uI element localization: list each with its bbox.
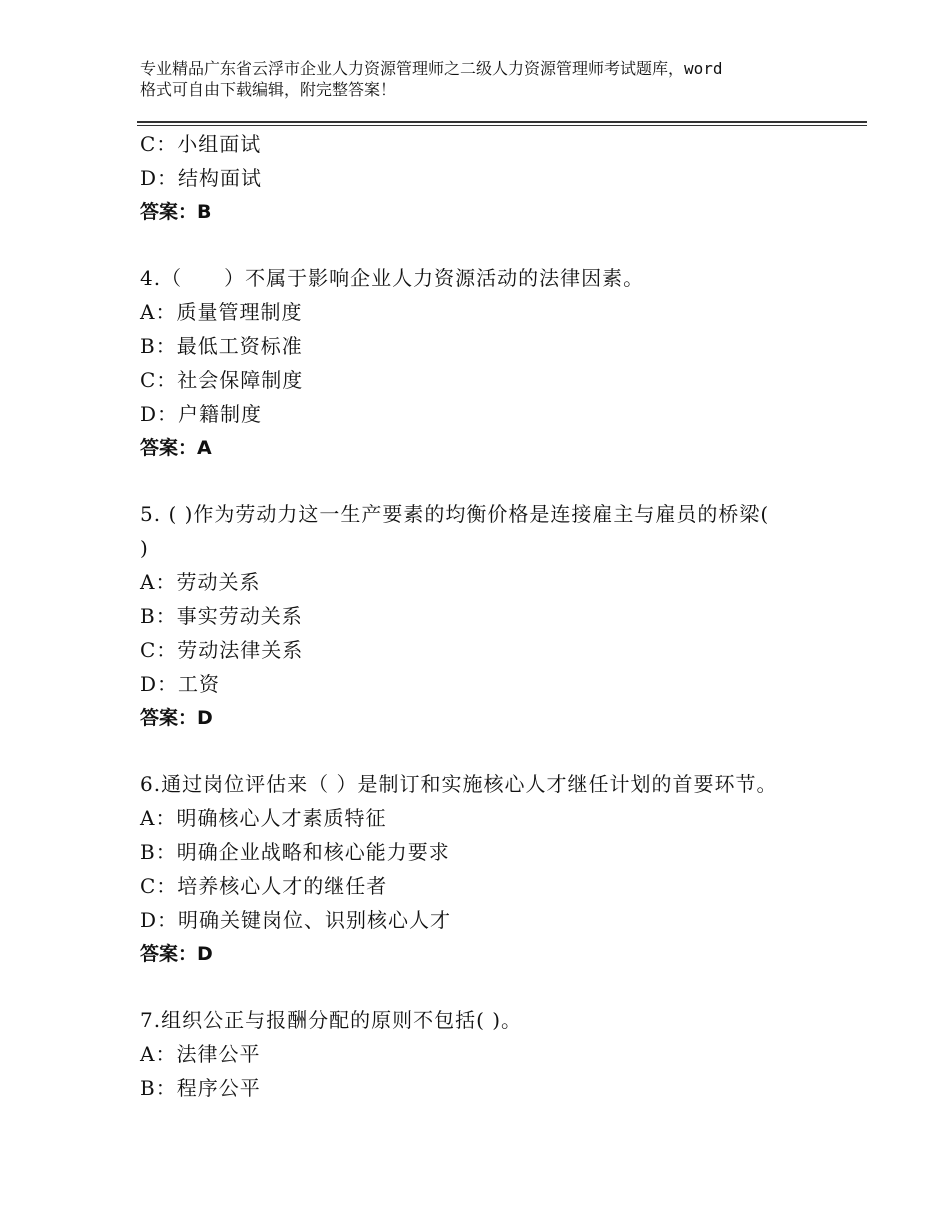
header-rule-thick bbox=[137, 121, 867, 123]
answer: 答案：A bbox=[140, 437, 212, 459]
document-header bbox=[140, 58, 830, 100]
question-6 bbox=[140, 767, 840, 971]
option-d: D：结构面试 bbox=[140, 166, 263, 190]
question-7 bbox=[140, 1003, 840, 1105]
option-a: A：劳动关系 bbox=[140, 570, 261, 594]
spacer bbox=[140, 229, 840, 261]
header-rule-thin bbox=[137, 125, 867, 126]
option-d: D：工资 bbox=[140, 672, 221, 696]
spacer bbox=[140, 971, 840, 1003]
spacer bbox=[140, 735, 840, 767]
question-5 bbox=[140, 497, 840, 735]
spacer bbox=[140, 465, 840, 497]
option-b: B：最低工资标准 bbox=[140, 334, 303, 358]
answer: 答案：D bbox=[140, 943, 213, 965]
option-b: B：明确企业战略和核心能力要求 bbox=[140, 840, 450, 864]
option-c: C：劳动法律关系 bbox=[140, 638, 304, 662]
option-c: C：社会保障制度 bbox=[140, 368, 304, 392]
header-line-1: 专业精品广东省云浮市企业人力资源管理师之二级人力资源管理师考试题库，word bbox=[140, 59, 723, 78]
option-c: C：培养核心人才的继任者 bbox=[140, 874, 388, 898]
option-c: C：小组面试 bbox=[140, 132, 262, 156]
question-4 bbox=[140, 261, 840, 465]
option-d: D：户籍制度 bbox=[140, 402, 263, 426]
option-b: B：程序公平 bbox=[140, 1076, 261, 1100]
question-stem: 7.组织公正与报酬分配的原则不包括( )。 bbox=[140, 1008, 523, 1032]
option-a: A：质量管理制度 bbox=[140, 300, 303, 324]
question-stem-line-1: 5. ( )作为劳动力这一生产要素的均衡价格是连接雇主与雇员的桥梁( bbox=[140, 502, 770, 526]
option-a: A：法律公平 bbox=[140, 1042, 261, 1066]
question-list bbox=[140, 127, 840, 1105]
option-d: D：明确关键岗位、识别核心人才 bbox=[140, 908, 452, 932]
question-stem-line-2: ) bbox=[140, 536, 149, 560]
question-stem: 4.（ ）不属于影响企业人力资源活动的法律因素。 bbox=[140, 266, 645, 290]
question-stem: 6.通过岗位评估来（ ）是制订和实施核心人才继任计划的首要环节。 bbox=[140, 772, 778, 796]
header-line-2: 格式可自由下载编辑，附完整答案！ bbox=[140, 80, 397, 99]
answer: 答案：B bbox=[140, 201, 212, 223]
question-3 bbox=[140, 127, 840, 229]
option-a: A：明确核心人才素质特征 bbox=[140, 806, 387, 830]
answer: 答案：D bbox=[140, 707, 213, 729]
option-b: B：事实劳动关系 bbox=[140, 604, 303, 628]
